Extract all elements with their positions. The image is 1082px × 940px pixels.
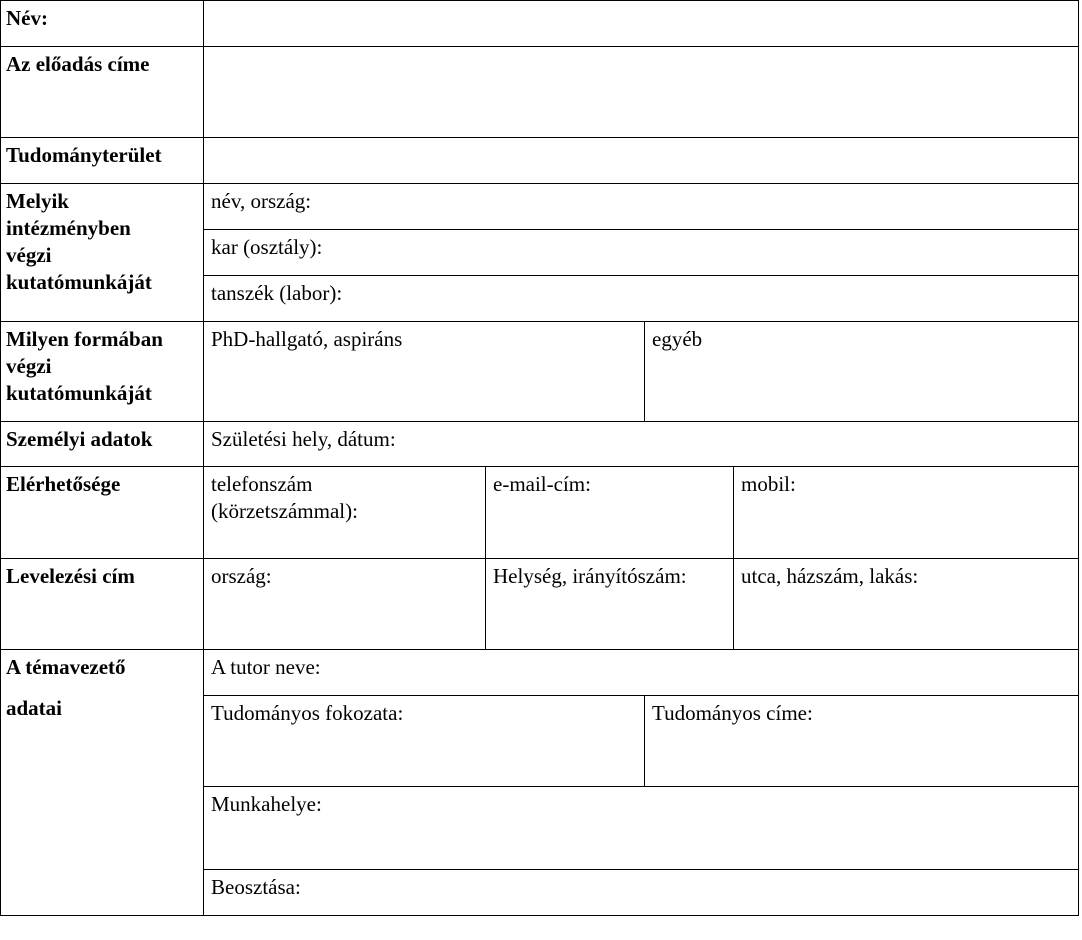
institution-department-field[interactable] xyxy=(204,276,1079,322)
row-field xyxy=(1,138,1079,184)
row-address xyxy=(1,559,1079,650)
row-title xyxy=(1,47,1079,138)
title-label: Az előadás címe xyxy=(1,47,204,138)
tutor-label-line: adatai xyxy=(6,696,63,720)
tutor-workplace-field[interactable] xyxy=(204,787,1079,870)
birth-field[interactable] xyxy=(204,422,1079,467)
research-form-label xyxy=(1,322,204,422)
contact-label: Elérhetősége xyxy=(1,467,204,559)
tutor-label xyxy=(1,650,204,916)
institution-department-label: tanszék (labor): xyxy=(211,281,343,305)
row-personal xyxy=(1,422,1079,467)
phd-field[interactable] xyxy=(204,322,645,422)
birth-label: Születési hely, dátum: xyxy=(211,427,396,451)
research-form-label-line: kutatómunkáját xyxy=(6,381,152,405)
country-field[interactable] xyxy=(204,559,486,650)
field-field[interactable] xyxy=(204,138,1079,184)
institution-name-country-label: név, ország: xyxy=(211,189,312,213)
mobile-field[interactable] xyxy=(734,467,1079,559)
name-label: Név: xyxy=(1,1,204,47)
phone-label-line: (körzetszámmal): xyxy=(211,499,358,523)
other-field[interactable] xyxy=(645,322,1079,422)
row-name xyxy=(1,1,1079,47)
institution-name-country-field[interactable] xyxy=(204,184,1079,230)
country-label: ország: xyxy=(211,564,272,588)
institution-label-line: kutatómunkáját xyxy=(6,270,152,294)
title-field[interactable] xyxy=(204,47,1079,138)
phone-field[interactable] xyxy=(204,467,486,559)
tutor-title-label: Tudományos címe: xyxy=(652,701,813,725)
row-contact xyxy=(1,467,1079,559)
email-field[interactable] xyxy=(486,467,734,559)
research-form-label-line: végzi xyxy=(6,354,52,378)
mobile-label: mobil: xyxy=(741,472,796,496)
tutor-degree-field[interactable] xyxy=(204,696,645,787)
name-field[interactable] xyxy=(204,1,1079,47)
address-label: Levelezési cím xyxy=(1,559,204,650)
row-form-of-research xyxy=(1,322,1079,422)
personal-label: Személyi adatok xyxy=(1,422,204,467)
phd-label: PhD-hallgató, aspiráns xyxy=(211,327,403,351)
city-zip-label: Helység, irányítószám: xyxy=(493,564,687,588)
tutor-label-line: A témavezető xyxy=(6,655,126,679)
row-institution-1 xyxy=(1,184,1079,230)
field-label: Tudományterület xyxy=(1,138,204,184)
institution-label-line: végzi xyxy=(6,243,52,267)
tutor-position-field[interactable] xyxy=(204,870,1079,916)
institution-faculty-field[interactable] xyxy=(204,230,1079,276)
city-zip-field[interactable] xyxy=(486,559,734,650)
institution-label-line: Melyik xyxy=(6,189,69,213)
research-form-label-line: Milyen formában xyxy=(6,327,163,351)
tutor-title-field[interactable] xyxy=(645,696,1079,787)
tutor-position-label: Beosztása: xyxy=(211,875,301,899)
tutor-degree-label: Tudományos fokozata: xyxy=(211,701,404,725)
phone-label-line: telefonszám xyxy=(211,472,313,496)
email-label: e-mail-cím: xyxy=(493,472,591,496)
street-label: utca, házszám, lakás: xyxy=(741,564,919,588)
row-tutor-1 xyxy=(1,650,1079,696)
tutor-workplace-label: Munkahelye: xyxy=(211,792,322,816)
tutor-name-field[interactable] xyxy=(204,650,1079,696)
institution-faculty-label: kar (osztály): xyxy=(211,235,323,259)
institution-label xyxy=(1,184,204,322)
other-label: egyéb xyxy=(652,327,703,351)
tutor-name-label: A tutor neve: xyxy=(211,655,321,679)
street-field[interactable] xyxy=(734,559,1079,650)
institution-label-line: intézményben xyxy=(6,216,131,240)
